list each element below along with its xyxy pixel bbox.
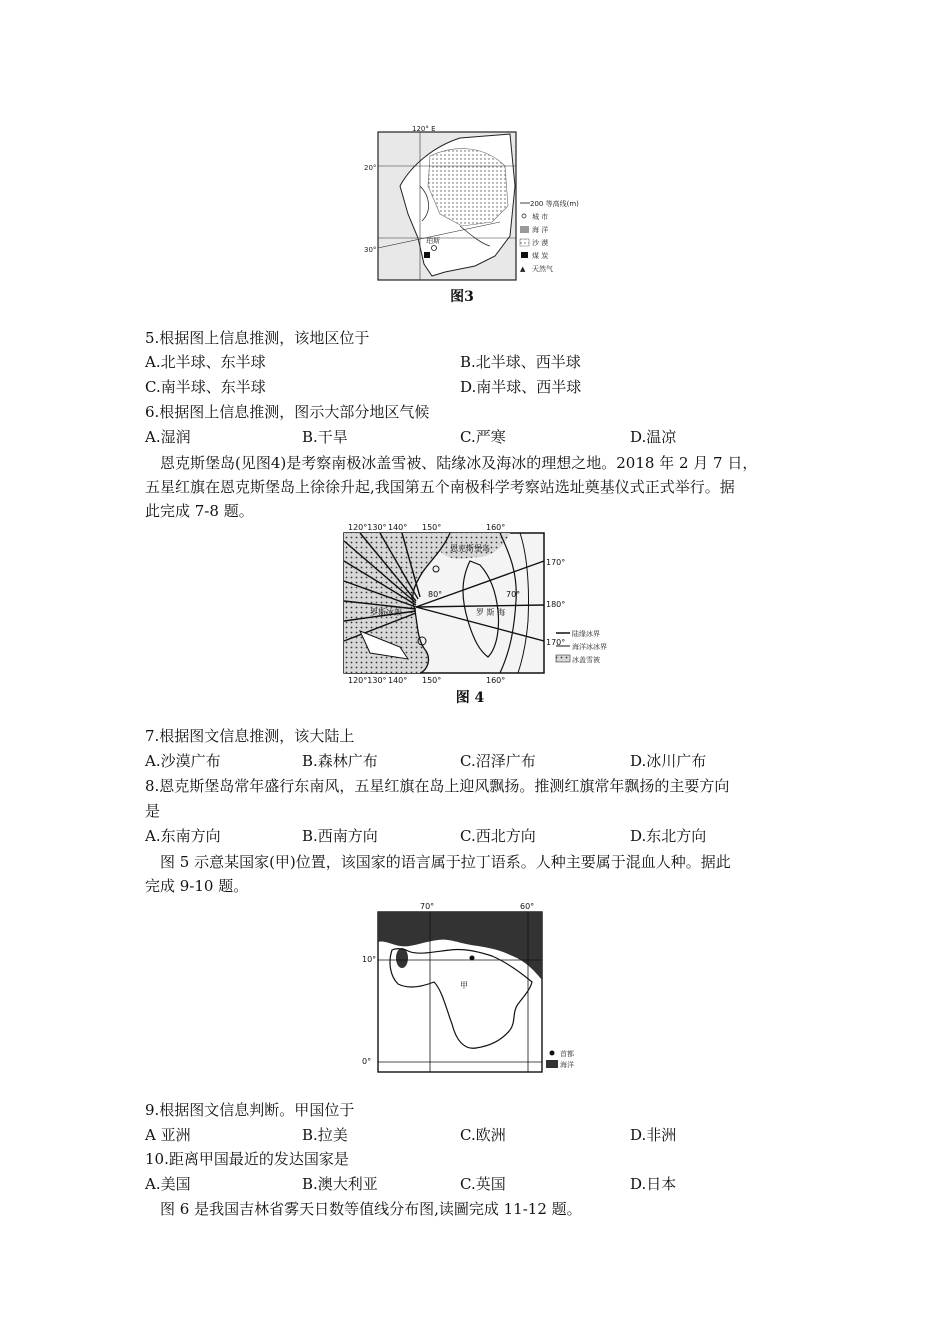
fig4-legend-0: 陆缘冰界 — [572, 630, 600, 638]
question-5-options-row-2 — [145, 376, 805, 398]
q10-option-d: D.日本 — [630, 1175, 677, 1193]
fig3-legend — [520, 199, 579, 273]
q9-option-d: D.非洲 — [630, 1126, 677, 1144]
fig5-legend-1: 海洋 — [560, 1061, 574, 1069]
q10-option-c: C.英国 — [460, 1175, 506, 1193]
q6-option-b: B.干旱 — [302, 428, 348, 446]
q7-option-b: B.森林广布 — [302, 752, 378, 770]
figure-5-svg — [360, 900, 590, 1078]
figure-4-map — [330, 521, 620, 706]
fig5-lon-1: 60° — [520, 902, 535, 911]
intro-11-12-line-1: 图 6 是我国吉林省雾天日数等值线分布图,读圖完成 11-12 题。 — [160, 1200, 582, 1218]
fig4-bottom-lon-3: 160° — [486, 676, 506, 685]
question-8-stem-line-2: 是 — [145, 802, 161, 820]
figure-3-svg — [360, 125, 579, 306]
figure-4-svg — [330, 521, 620, 686]
intro-7-8-line-1: 恩克斯堡岛(见图4)是考察南极冰盖雪被、陆缘冰及海冰的理想之地。2018 年 2 月 7 日， — [160, 454, 758, 472]
figure-4-caption: 图 4 — [455, 690, 485, 706]
fig3-legend-2: 海 洋 — [532, 226, 549, 234]
q7-option-a: A.沙漠广布 — [145, 752, 221, 770]
fig4-place-2: 罗 斯 海 — [476, 608, 506, 617]
q5-option-c: C.南半球、东半球 — [145, 378, 266, 396]
q8-option-d: D.东北方向 — [630, 827, 707, 845]
q6-option-a: A.湿润 — [145, 428, 191, 446]
figure-3-caption: 图3 — [450, 289, 474, 305]
fig5-capital-mark — [470, 956, 475, 961]
fig5-country-label: 甲 — [460, 981, 468, 990]
svg-text:▲: ▲ — [520, 265, 526, 273]
q6-option-c: C.严寒 — [460, 428, 506, 446]
question-9-options — [145, 1124, 805, 1146]
question-9-stem: 9.根据图文信息判断。甲国位于 — [145, 1101, 355, 1119]
question-6-options — [145, 426, 805, 448]
fig4-top-lon-2: 150° — [422, 523, 442, 532]
fig4-top-lon-1: 140° — [388, 523, 408, 532]
figure-5-map — [360, 900, 590, 1080]
question-7-stem: 7.根据图文信息推测，该大陆上 — [145, 727, 355, 745]
q8-option-a: A.东南方向 — [145, 827, 221, 845]
fig4-legend-2: 冰盖雪被 — [572, 656, 600, 664]
intro-7-8-line-2: 五星红旗在恩克斯堡岛上徐徐升起,我国第五个南极科学考察站选址奠基仪式正式举行。据 — [145, 478, 735, 496]
fig3-legend-4: 煤 炭 — [532, 252, 549, 260]
fig4-right-lon-1: 180° — [546, 600, 566, 609]
question-7-options — [145, 750, 805, 772]
fig5-legend — [546, 1049, 574, 1069]
fig3-city-label: 珀斯 — [426, 237, 440, 245]
q9-option-c: C.欧洲 — [460, 1126, 506, 1144]
intro-7-8-line-3: 此完成 7-8 题。 — [145, 502, 254, 520]
q7-option-d: D.冰川广布 — [630, 752, 707, 770]
q10-option-a: A.美国 — [145, 1175, 191, 1193]
q8-option-b: B.西南方向 — [302, 827, 378, 845]
fig5-lon-0: 70° — [420, 902, 435, 911]
fig4-bottom-lon-0: 120°130° — [348, 676, 387, 685]
figure-3-map — [360, 125, 579, 306]
fig3-lat-label-0: 20° — [364, 164, 377, 172]
q5-option-a: A.北半球、东半球 — [145, 353, 266, 371]
fig3-city-mark — [432, 246, 437, 251]
question-10-options — [145, 1173, 805, 1195]
question-5-stem: 5.根据图上信息推测，该地区位于 — [145, 329, 370, 347]
fig4-top-lon-3: 160° — [486, 523, 506, 532]
q5-option-b: B.北半球、西半球 — [460, 353, 581, 371]
fig3-legend-1: 城 市 — [532, 213, 549, 221]
fig4-legend — [556, 629, 607, 664]
question-8-options — [145, 825, 805, 847]
fig3-lat-label-1: 30° — [364, 246, 377, 254]
intro-9-10-line-1: 图 5 示意某国家(甲)位置，该国家的语言属于拉丁语系。人种主要属于混血人种。据此 — [160, 853, 731, 871]
fig4-right-lon-2: 170° — [546, 638, 566, 647]
intro-9-10-line-2: 完成 9-10 题。 — [145, 877, 249, 895]
q5-option-d: D.南半球、西半球 — [460, 378, 582, 396]
question-5-options-row-1 — [145, 351, 805, 373]
q9-option-b: B.拉美 — [302, 1126, 348, 1144]
fig3-legend-0: 200 等高线(m) — [530, 200, 579, 208]
q8-option-c: C.西北方向 — [460, 827, 536, 845]
question-8-stem-line-1: 8.恩克斯堡岛常年盛行东南风，五星红旗在岛上迎风飘扬。推测红旗常年飘扬的主要方向 — [145, 777, 730, 795]
fig4-right-lon-0: 170° — [546, 558, 566, 567]
fig5-lat-0: 10° — [362, 955, 377, 964]
intro-11-12 — [145, 1197, 810, 1221]
fig3-legend-3: 沙 漠 — [532, 239, 549, 247]
fig4-bottom-lon-1: 140° — [388, 676, 408, 685]
q9-option-a: A 亚洲 — [145, 1126, 191, 1144]
q10-option-b: B.澳大利亚 — [302, 1175, 378, 1193]
intro-7-8 — [145, 451, 810, 523]
fig4-lat-1: 70° — [506, 590, 521, 599]
fig3-legend-5: 天然气 — [532, 265, 553, 273]
fig4-place-1: 罗斯冰架 — [370, 608, 402, 617]
fig4-lat-0: 80° — [428, 590, 443, 599]
fig4-legend-1: 海洋冰冰界 — [572, 643, 607, 651]
fig3-lon-label: 120° E — [412, 125, 436, 133]
fig5-lat-1: 0° — [362, 1057, 372, 1066]
intro-9-10 — [145, 850, 810, 898]
fig4-place-0: 恩克斯堡岛 — [450, 544, 490, 553]
fig3-coal-mark — [424, 252, 430, 258]
question-6-stem: 6.根据图上信息推测，图示大部分地区气候 — [145, 403, 430, 421]
q7-option-c: C.沼泽广布 — [460, 752, 536, 770]
fig5-legend-0: 首都 — [560, 1050, 574, 1058]
q6-option-d: D.温凉 — [630, 428, 677, 446]
fig4-top-lon-0: 120°130° — [348, 523, 387, 532]
fig4-bottom-lon-2: 150° — [422, 676, 442, 685]
question-10-stem: 10.距离甲国最近的发达国家是 — [145, 1150, 349, 1168]
